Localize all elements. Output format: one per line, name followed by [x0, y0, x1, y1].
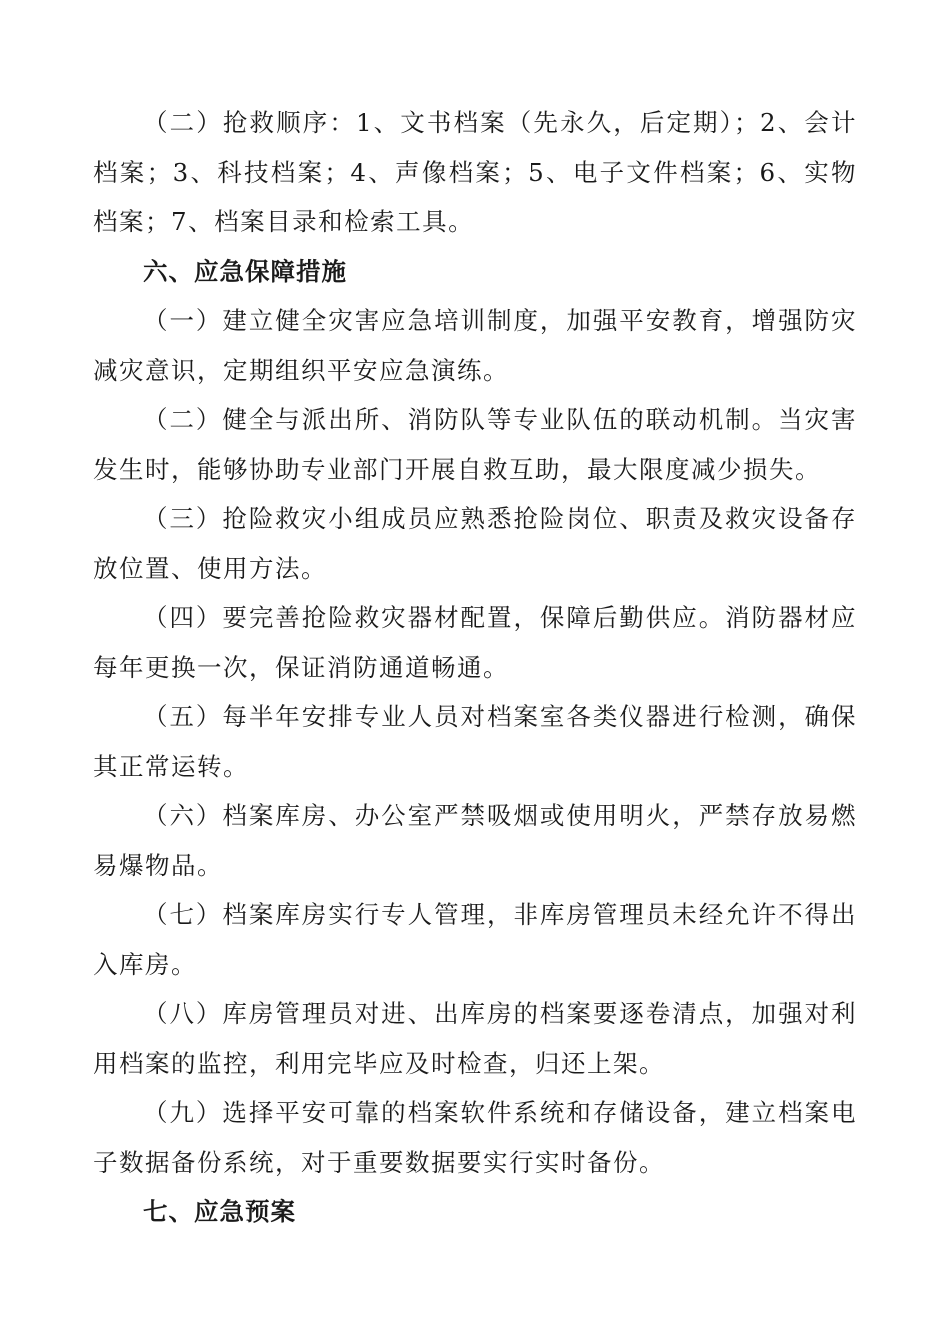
paragraph-measure-8: （八）库房管理员对进、出库房的档案要逐卷清点，加强对利用档案的监控，利用完毕应及时检查，归还上架。	[93, 999, 857, 1078]
section-heading-7: 七、应急预案	[143, 1197, 296, 1226]
paragraph-measure-4: （四）要完善抢险救灾器材配置，保障后勤供应。消防器材应每年更换一次，保证消防通道畅通。	[93, 603, 857, 682]
paragraph-measure-3: （三）抢险救灾小组成员应熟悉抢险岗位、职责及救灾设备存放位置、使用方法。	[93, 504, 857, 583]
document-body	[93, 98, 857, 1237]
paragraph-measure-6: （六）档案库房、办公室严禁吸烟或使用明火，严禁存放易燃易爆物品。	[93, 801, 857, 880]
paragraph-measure-9: （九）选择平安可靠的档案软件系统和存储设备，建立档案电子数据备份系统，对于重要数据要实行实时备份。	[93, 1098, 857, 1177]
paragraph-measure-5: （五）每半年安排专业人员对档案室各类仪器进行检测，确保其正常运转。	[93, 702, 857, 781]
paragraph-rescue-order: （二）抢救顺序：1、文书档案（先永久，后定期）；2、会计档案；3、科技档案；4、声像档案；5、电子文件档案；6、实物档案；7、档案目录和检索工具。	[93, 108, 857, 236]
paragraph-measure-7: （七）档案库房实行专人管理，非库房管理员未经允许不得出入库房。	[93, 900, 857, 979]
paragraph-measure-1: （一）建立健全灾害应急培训制度，加强平安教育，增强防灾减灾意识，定期组织平安应急演练。	[93, 306, 857, 385]
paragraph-measure-2: （二）健全与派出所、消防队等专业队伍的联动机制。当灾害发生时，能够协助专业部门开展自救互助，最大限度减少损失。	[93, 405, 857, 484]
section-heading-6: 六、应急保障措施	[143, 256, 347, 286]
